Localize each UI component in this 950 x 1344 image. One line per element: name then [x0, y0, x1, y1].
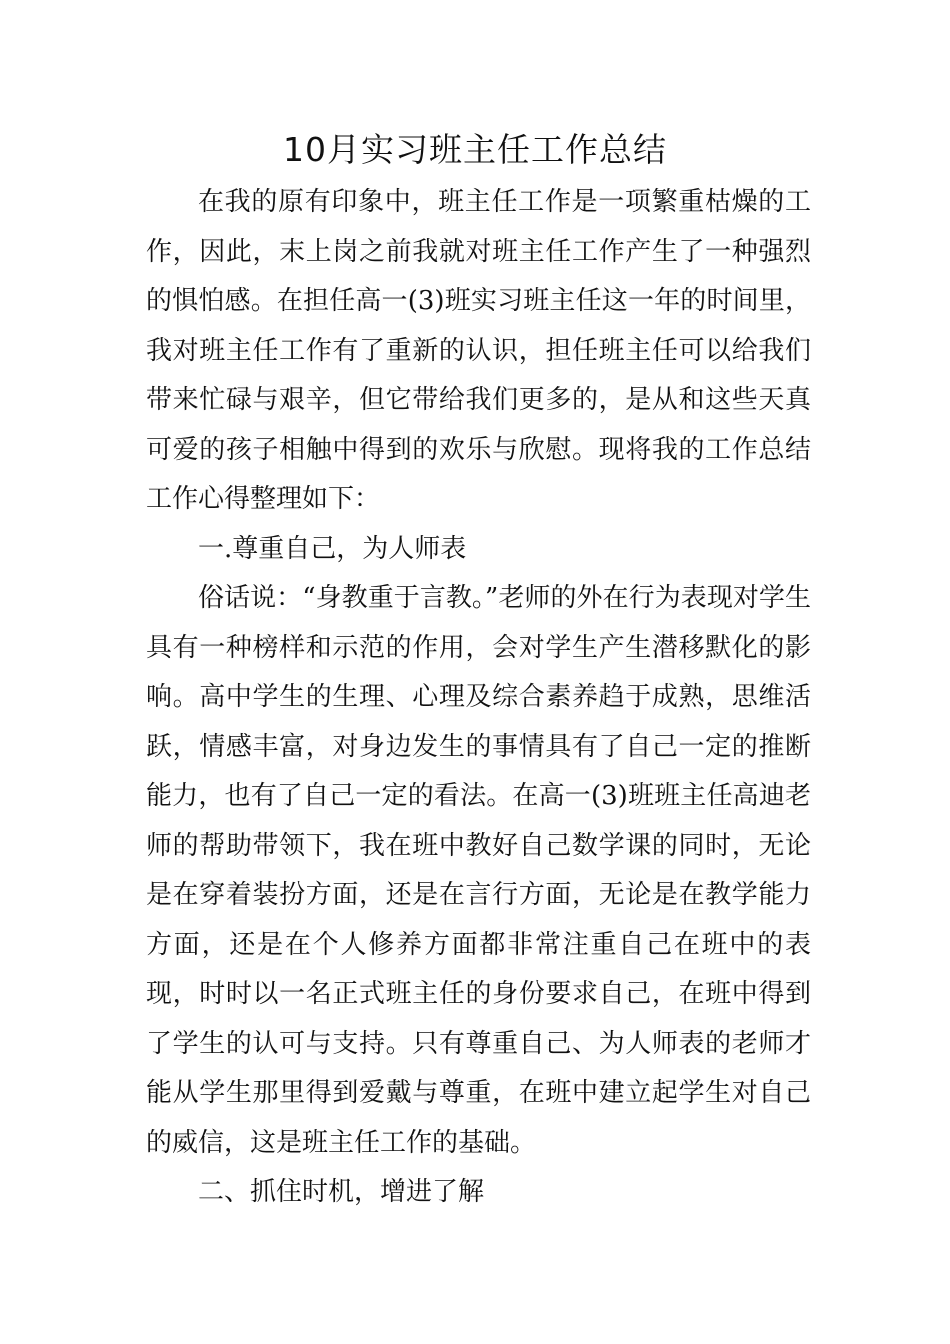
section-heading-2: 二、抓住时机，增进了解 — [198, 1177, 485, 1207]
document-body — [146, 178, 811, 1218]
section-heading-1: 一.尊重自己，为人师表 — [198, 533, 467, 564]
document-title: 10月实习班主任工作总结 — [283, 130, 667, 169]
intro-paragraph: 在我的原有印象中，班主任工作是一项繁重枯燥的工作，因此，末上岗之前我就对班主任工作产生了一种强烈的惧怕感。在担任高一(3)班实习班主任这一年的时间里，我对班主任工作有了重新的认识，担任班主任可以给我们带来忙碌与艰辛，但它带给我们更多的，是从和这些天真可爱的孩子相触中得到的欢乐与欣慰。现将我的工作总结工作心得整理如下： — [146, 187, 811, 514]
section-1-paragraph: 俗话说：“身教重于言教。”老师的外在行为表现对学生具有一种榜样和示范的作用，会对学生产生潜移默化的影响。高中学生的生理、心理及综合素养趋于成熟，思维活跃，情感丰富，对身边发生的事情具有了自己一定的推断能力，也有了自己一定的看法。在高一(3)班班主任高迪老师的帮助带领下，我在班中教好自己数学课的同时，无论是在穿着装扮方面，还是在言行方面，无论是在教学能力方面，还是在个人修养方面都非常注重自己在班中的表现，时时以一名正式班主任的身份要求自己，在班中得到了学生的认可与支持。只有尊重自己、为人师表的老师才能从学生那里得到爱戴与尊重，在班中建立起学生对自己的威信，这是班主任工作的基础。 — [146, 583, 811, 1158]
